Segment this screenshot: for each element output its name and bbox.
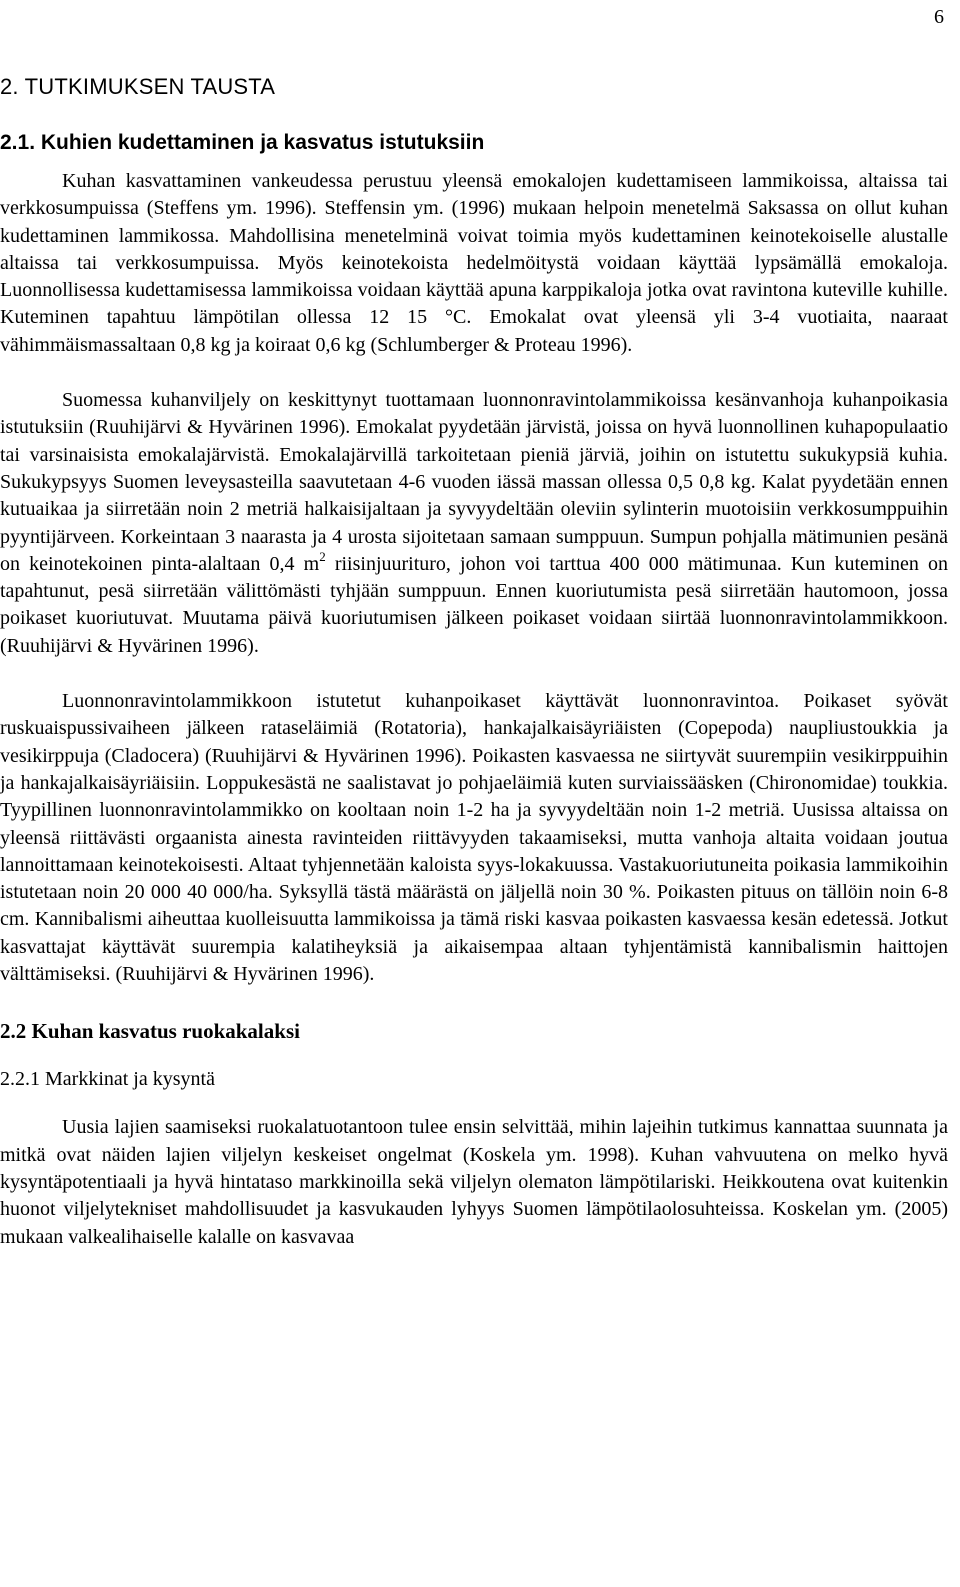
section-heading-2-1: 2.1. Kuhien kudettaminen ja kasvatus istutuksiin [0, 131, 485, 154]
superscript-2: 2 [319, 548, 326, 564]
paragraph-suomessa-rest: riisinjuurituro, johon voi tarttua 400 000 mätimunaa. Kun kuteminen on tapahtunut, pesä siirretään välittömästi tyhjään sumppuun. Ennen kuoriutumista pesä siirretään hautomoon, jossa poikaset kuoriutuvat. Muutama päivä kuoriutumisen jälkeen poikaset voidaan siirtää luonnonravintolammikkoon. (Ruuhijärvi & Hyvärinen 1996). [0, 552, 949, 657]
paragraph-suomessa [0, 387, 948, 660]
page-number: 6 [934, 6, 944, 28]
paragraph-markkinat: Uusia lajien saamiseksi ruokalatuotantoon tulee ensin selvittää, mihin lajeihin tutkimus kannattaa suunnata ja mitkä ovat näiden lajien viljelyn keskeiset ongelmat (Koskela ym. 1998). Kuhan vahvuutena on melko hyvä kysyntäpotentiaali ja hyvä hintataso markkinoilla sekä viljelyn olematon lämpötilariski. Heikkoutena ovat kuitenkin huonot viljelytekniset mahdollisuudet ja kasvukauden lyhyys Suomen lämpötilaolosuhteissa. Koskelan ym. (2005) mukaan valkealihaiselle kalalle on kasvavaa [0, 1116, 948, 1248]
section-heading-2-2: 2.2 Kuhan kasvatus ruokakalaksi [0, 1019, 300, 1044]
document-body [0, 72, 948, 1251]
section-heading-2-2-1: 2.2.1 Markkinat ja kysyntä [0, 1068, 215, 1091]
paragraph-kudettaminen: Kuhan kasvattaminen vankeudessa perustuu yleensä emokalojen kudettamiseen lammikoissa, altaissa tai verkkosumpuissa (Steffens ym. 1996). Steffensin ym. (1996) mukaan helpoin menetelmä Saksassa on ollut kuhan kudettaminen lammikossa. Mahdollisina menetelminä voivat toimia myös kudettaminen keinotekoiselle alustalle altaissa tai verkkosumpuissa. Myös keinotekoista hedelmöitystä voidaan käyttää lypsämällä emokaloja. Luonnollisessa kudettamisessa lammikoissa voidaan käyttää apuna karppikaloja jotka ovat ravintona kuteville kuhille. Kuteminen tapahtuu lämpötilan ollessa 12 15 °C. Emokalat ovat yleensä yli 3-4 vuotiaita, naaraat vähimmäismassaltaan 0,8 kg ja koiraat 0,6 kg (Schlumberger & Proteau 1996). [0, 170, 948, 356]
paragraph-suomessa-text: Suomessa kuhanviljely on keskittynyt tuottamaan luonnonravintolammikoissa kesänvanhoja kuhanpoikasia istutuksiin (Ruuhijärvi & Hyvärinen 1996). Emokalat pyydetään järvistä, joissa on hyvä luonnollinen kuhapopulaatio tai varsinaisista emokalajärvistä. Emokalajärvillä tarkoitetaan pieniä järviä, joihin on istutettu sukukypsiä kuhia. Sukukypsyys Suomen leveysasteilla saavutetaan 4-6 vuoden iässä massan ollessa 0,5 0,8 kg. Kalat pyydetään ennen kutuaikaa ja siirretään noin 2 metriä halkaisijaltaan ja syvyydeltään oleviin sylinterin muotoisiin verkkosumppuihin pyyntijärveen. Korkeintaan 3 naarasta ja 4 urosta sijoitetaan samaan sumppuun. Sumpun pohjalla mätimunien pesänä on keinotekoinen pinta-alaltaan 0,4 m [0, 389, 948, 575]
section-heading-2: 2. TUTKIMUKSEN TAUSTA [0, 74, 276, 99]
paragraph-luonnonravinto: Luonnonravintolammikkoon istutetut kuhanpoikaset käyttävät luonnonravintoa. Poikaset syövät ruskuaispussivaiheen jälkeen rataseläimiä (Rotatoria), hankajalkaisäyriäisten (Copepoda) naupliustoukkia ja vesikirppuja (Cladocera) (Ruuhijärvi & Hyvärinen 1996). Poikasten kasvaessa ne siirtyvät suurempiin vesikirppuihin ja hankajalkaisäyriäisiin. Loppukesästä ne saalistavat jo pohjaeläimiä kuten surviaissääsken (Chironomidae) toukkia. Tyypillinen luonnonravintolammikko on kooltaan noin 1-2 ha ja syvyydeltään noin 1-2 metriä. Uusissa altaissa on yleensä riittävästi orgaanista ainesta ravinteiden riittävyyden takaamiseksi, mutta vanhoja altaita voidaan joutua lannoittamaan keinotekoisesti. Altaat tyhjennetään kaloista syys-lokakuussa. Vastakuoriutuneita poikasia lammikoihin istutetaan noin 20 000 40 000/ha. Syksyllä tästä määrästä on jäljellä noin 30 %. Poikasten pituus on tällöin noin 6-8 cm. Kannibalismi aiheuttaa kuolleisuutta lammikoissa ja tämä riski kasvaa poikasten kasvaessa kesän edetessä. Jotkut kasvattajat käyttävät suurempia kalatiheyksiä ja aikaisempaa altaan tyhjentämistä kannibalismin haittojen välttämiseksi. (Ruuhijärvi & Hyvärinen 1996). [0, 690, 948, 986]
